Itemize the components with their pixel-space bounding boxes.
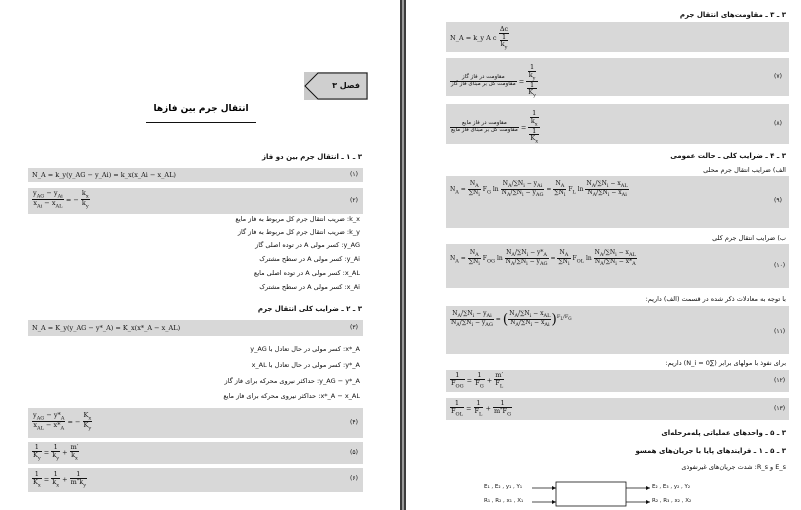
definition-item: y_AG − y*_A: حداکثر نیروی محرکه برای فاز گاز [224, 377, 360, 385]
equation-10: $N_A$ = $\frac{N_A}{\sum N_i}$ $F_{OG}$ ln $\frac{N_A/\sum N_i - y*_A}{N_A/\sum N_i - y_{AG}}$ = $\frac{N_A}{\sum N_i}$ $F_{OL}$ ln $\frac{N_A/\sum N_i - x_{AL}}{N_A/\sum N_i - x*_A}$ [450, 249, 636, 268]
equation-11: $\frac{N_A/\sum N_i - y_{Ai}}{N_A/\sum N_i - y_{AG}}$ = ( $\frac{N_A/\sum N_i - x_{AL}}{N_A/\sum N_i - x_{Ai}}$ )$^{F_L/F_G}$ [451, 310, 572, 329]
note-3: E_s و R_s: شدت جریان‌های غیرنفوذی [681, 463, 786, 471]
equation-number-10: (۱۰) [774, 262, 786, 269]
liquid-total-resistance-label: مقاومت کل بر مبنای فاز مایع [451, 126, 518, 133]
section-heading-1: ۳ ـ ۱ ـ انتقال جرم بین دو فاز [262, 153, 362, 161]
outflow-top-arrowhead [646, 486, 650, 490]
section-heading-3: ۳ ـ ۳ ـ مقاومت‌های انتقال جرم [679, 11, 786, 19]
equation-12: $\frac{1}{F_{OG}}$ = $\frac{1}{F_G}$ + $\frac{m'}{F_L}$ [451, 371, 504, 389]
equation-top-lhs: N_A = k_y A c [450, 34, 497, 43]
inflow-bottom-arrowhead [552, 500, 556, 504]
equation-number-1: (۱) [350, 171, 358, 178]
definition-item: k_x: ضریب انتقال جرم کل مربوط به فاز مایع [235, 215, 360, 223]
definition-item: x_AL: کسر مولی A در توده اصلی مایع [253, 269, 360, 277]
equation-number-2: (۲) [350, 197, 358, 204]
inflow-bottom-label: R₁ , R₂ , x₁ , X₁ [484, 498, 524, 504]
subheading-a: الف) ضرایب انتقال جرم محلی [703, 166, 786, 174]
equation-6: $\frac{1}{K_x}$ = $\frac{1}{k_x}$ + $\frac{1}{m''k_y}$ [33, 470, 87, 488]
outflow-top-label: E₂ , E₃ , y₂ , Y₂ [652, 484, 691, 490]
title-underline [146, 122, 256, 123]
equation-9: $N_A$ = $\frac{N_A}{\sum N_i}$ $F_G$ ln $\frac{N_A/\sum N_i - y_{Ai}}{N_A/\sum N_i - y_{AG}}$ = $\frac{N_A}{\sum N_i}$ $F_L$ ln $\frac{N_A/\sum N_i - x_{AL}}{N_A/\sum N_i - x_{Ai}}$ [450, 180, 628, 199]
note-2: برای نفوذ با مولهای برابر (∑N_i = 0) داریم: [665, 359, 786, 367]
section-heading-5-1: ۳ ـ ۵ ـ ۱ ـ فرایندهای پایا با جریان‌های همسو [635, 447, 786, 455]
equation-1: N_A = k_y(y_AG − y_Ai) = k_x(x_Ai − x_AL) [32, 171, 176, 179]
definition-item: x*_A: کسر مولی در حال تعادل با y_AG [250, 345, 360, 353]
definition-item: y_AG: کسر مولی A در توده اصلی گاز [255, 241, 360, 249]
section-heading-2: ۳ ـ ۲ ـ ضرایب کلی انتقال جرم [257, 305, 362, 313]
equation-5: $\frac{1}{K_y}$ = $\frac{1}{k_y}$ + $\frac{m'}{k_x}$ [33, 443, 79, 461]
outflow-bottom-arrowhead [646, 500, 650, 504]
right-page [406, 0, 801, 510]
equation-number-11: (۱۱) [774, 328, 786, 335]
definition-item: x*_A − x_AL: حداکثر نیروی محرکه برای فاز مایع [223, 392, 360, 400]
process-flow-diagram [466, 476, 746, 510]
note-1: با توجه به معادلات ذکر شده در قسمت (الف) داریم: [645, 295, 786, 303]
equation-13: $\frac{1}{F_{OL}}$ = $\frac{1}{F_L}$ + $\frac{1}{m''F_G}$ [451, 399, 512, 417]
definition-item: x_Ai: کسر مولی A در سطح مشترک [259, 283, 360, 291]
process-stage-box [556, 482, 626, 506]
gas-total-resistance-label: مقاومت کل بر مبنای فاز گاز [451, 80, 516, 87]
equation-7: $\frac{\text{مقاومت در فاز گاز}}{\text{مقاومت کل بر مبنای فاز گاز}}$ = $\frac{\frac{1}{k_y}}{\frac{1}{K_y}}$ [451, 63, 536, 99]
equation-4: $\frac{y_{AG} - y*_A}{x_{AL} - x*_A}$ = − $\frac{K_x}{K_y}$ [33, 411, 92, 432]
equation-number-3: (۳) [350, 324, 358, 331]
definition-item: y*_A: کسر مولی در حال تعادل با x_AL [251, 361, 360, 369]
equation-number-5: (۵) [350, 449, 358, 456]
liquid-resistance-label: مقاومت در فاز مایع [450, 121, 519, 128]
outflow-bottom-label: R₂ , R₃ , x₂ , X₂ [652, 498, 692, 504]
chapter-badge [304, 72, 368, 100]
definition-item: k_y: ضریب انتقال جرم کل مربوط به فاز گاز [237, 228, 360, 236]
page-title: انتقال جرم بین فازها [153, 104, 249, 114]
section-heading-4: ۳ ـ ۴ ـ ضرایب کلی ـ حالت عمومی [670, 152, 786, 160]
equation-number-7: (۷) [774, 73, 782, 80]
left-page [0, 0, 400, 510]
gas-resistance-label: مقاومت در فاز گاز [450, 75, 517, 82]
definition-item: y_Ai: کسر مولی A در سطح مشترک [259, 255, 360, 263]
equation-3: N_A = K_y(y_AG − y*_A) = K_x(x*_A − x_AL) [32, 324, 181, 332]
equation-top: N_A = k_y A c $\frac{\Delta c}{\frac{1}{k_y}}$ [450, 25, 509, 51]
equation-2: $\frac{y_{AG} - y_{Ai}}{x_{Ai} - x_{AL}}$ = − $\frac{k_x}{k_y}$ [33, 189, 89, 210]
inflow-top-label: E₁ , E₂ , y₁ , Y₁ [484, 484, 523, 490]
equation-number-13: (۱۳) [774, 405, 786, 412]
equation-number-9: (۹) [774, 197, 782, 204]
equation-number-4: (۴) [350, 419, 358, 426]
subheading-b: ب) ضرایب انتقال جرم کلی [712, 234, 786, 242]
inflow-top-arrowhead [552, 486, 556, 490]
equation-number-12: (۱۲) [774, 377, 786, 384]
equation-8: $\frac{\text{مقاومت در فاز مایع}}{\text{مقاومت کل بر مبنای فاز مایع}}$ = $\frac{\frac{1}{k_x}}{\frac{1}{K_x}}$ [451, 109, 539, 145]
chapter-label: فصل ۳ [332, 81, 360, 90]
equation-number-8: (۸) [774, 120, 782, 127]
section-heading-5: ۳ ـ ۵ ـ واحدهای عملیاتی پله‌مرحله‌ای [661, 429, 786, 437]
equation-number-6: (۶) [350, 475, 358, 482]
